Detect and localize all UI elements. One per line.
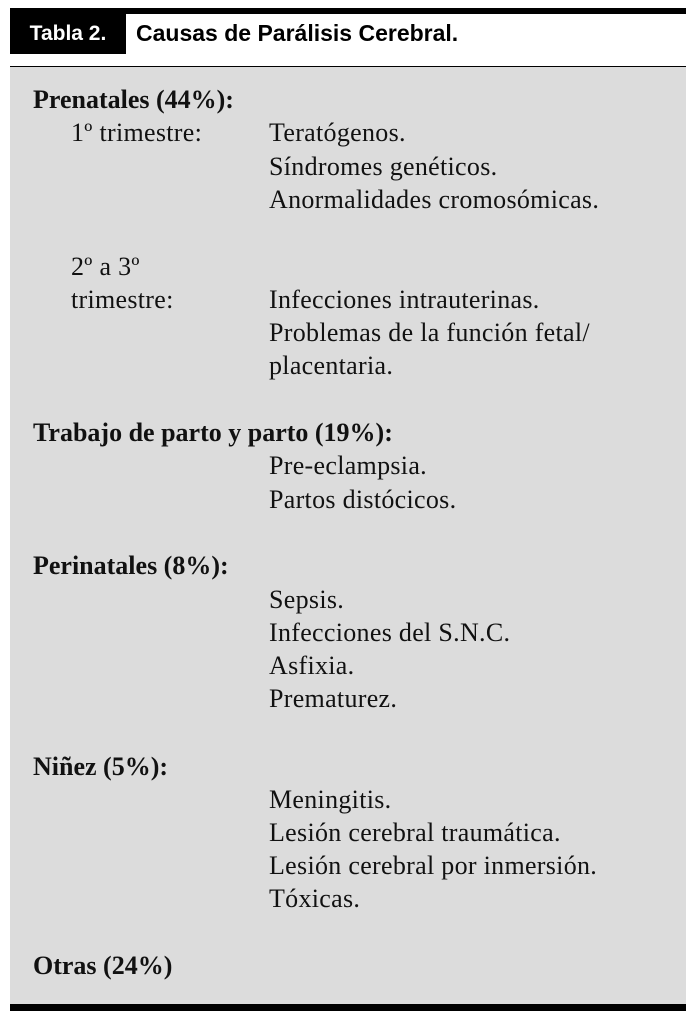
list-item: Sepsis. bbox=[269, 585, 345, 614]
group-label-trimester: trimestre: bbox=[71, 285, 174, 314]
list-item: Prematurez. bbox=[269, 684, 398, 713]
section-heading-prenatales: Prenatales (44%): bbox=[33, 85, 234, 114]
list-item: Tóxicas. bbox=[269, 884, 361, 913]
list-item: Partos distócicos. bbox=[269, 485, 457, 514]
list-item: Pre-eclampsia. bbox=[269, 451, 427, 480]
list-item: Infecciones intrauterinas. bbox=[269, 285, 540, 314]
section-heading-perinatales: Perinatales (8%): bbox=[33, 551, 229, 580]
list-item: Lesión cerebral por inmersión. bbox=[269, 851, 598, 880]
list-item: Infecciones del S.N.C. bbox=[269, 618, 511, 647]
bottom-rule bbox=[10, 1004, 686, 1011]
list-item: Problemas de la función fetal/ bbox=[269, 318, 590, 347]
section-heading-trabajo-de-parto: Trabajo de parto y parto (19%): bbox=[33, 418, 393, 447]
group-label-second-third-trimester: 2º a 3º bbox=[71, 252, 140, 281]
list-item: Meningitis. bbox=[269, 785, 392, 814]
table-caption bbox=[10, 14, 686, 58]
table-number-tag: Tabla 2. bbox=[10, 14, 126, 54]
group-label-first-trimester: 1º trimestre: bbox=[71, 118, 203, 147]
section-heading-ninez: Niñez (5%): bbox=[33, 752, 169, 781]
table-title: Causas de Parálisis Cerebral. bbox=[136, 20, 459, 46]
list-item: Síndromes genéticos. bbox=[269, 152, 498, 181]
list-item: Teratógenos. bbox=[269, 118, 406, 147]
list-item: Asfixia. bbox=[269, 651, 355, 680]
table-body bbox=[10, 67, 686, 1004]
list-item: Anormalidades cromosómicas. bbox=[269, 185, 600, 214]
list-item: placentaria. bbox=[269, 351, 394, 380]
section-heading-otras: Otras (24%) bbox=[33, 951, 173, 980]
list-item: Lesión cerebral traumática. bbox=[269, 818, 561, 847]
